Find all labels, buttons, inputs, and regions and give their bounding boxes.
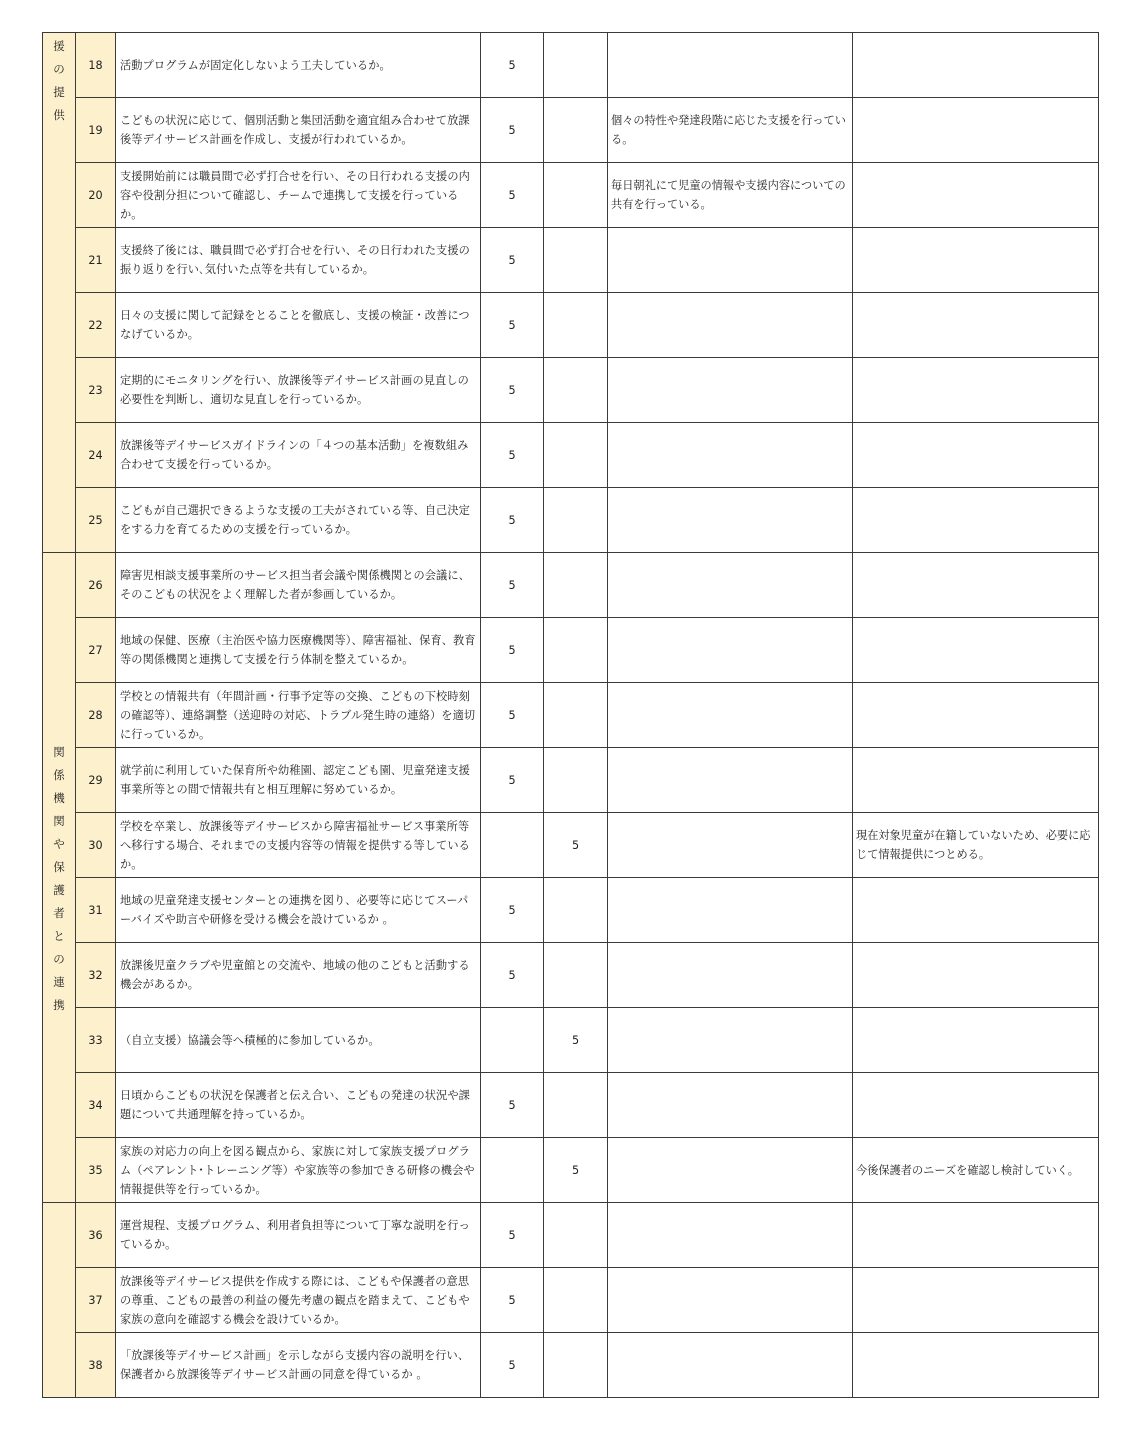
table-row <box>43 98 1099 163</box>
item-number: 37 <box>76 1268 116 1333</box>
answer-yes: 5 <box>481 683 544 748</box>
answer-yes: 5 <box>481 553 544 618</box>
answer-yes: 5 <box>481 98 544 163</box>
table-row <box>43 813 1099 878</box>
answer-yes: 5 <box>481 943 544 1008</box>
answer-yes: 5 <box>481 488 544 553</box>
question-text: 地域の保健、医療（主治医や協力医療機関等）、障害福祉、保育、教育等の関係機関と連携して支援を行う体制を整えているか。 <box>116 618 481 683</box>
remarks-text <box>853 1203 1099 1268</box>
question-text: （自立支援）協議会等へ積極的に参加しているか。 <box>116 1008 481 1073</box>
improvement-text <box>608 553 853 618</box>
remarks-text <box>853 293 1099 358</box>
remarks-text <box>853 163 1099 228</box>
answer-no <box>544 358 608 423</box>
item-number: 33 <box>76 1008 116 1073</box>
question-text: 活動プログラムが固定化しないよう工夫しているか。 <box>116 33 481 98</box>
question-text: 放課後児童クラブや児童館との交流や、地域の他のこどもと活動する機会があるか。 <box>116 943 481 1008</box>
question-text: 日頃からこどもの状況を保護者と伝え合い、こどもの発達の状況や課題について共通理解を持っているか。 <box>116 1073 481 1138</box>
category-label: 関係機関や保護者との連携 <box>53 744 65 1012</box>
answer-no <box>544 553 608 618</box>
answer-no <box>544 683 608 748</box>
answer-no <box>544 33 608 98</box>
remarks-text <box>853 488 1099 553</box>
category-cell-support <box>43 33 76 553</box>
answer-no <box>544 488 608 553</box>
improvement-text <box>608 358 853 423</box>
answer-no <box>544 618 608 683</box>
improvement-text <box>608 748 853 813</box>
table-row <box>43 1203 1099 1268</box>
remarks-text <box>853 1073 1099 1138</box>
category-cell-liaison <box>43 553 76 1203</box>
answer-yes: 5 <box>481 163 544 228</box>
answer-yes: 5 <box>481 618 544 683</box>
item-number: 38 <box>76 1333 116 1398</box>
improvement-text <box>608 1008 853 1073</box>
improvement-text <box>608 878 853 943</box>
remarks-text <box>853 358 1099 423</box>
improvement-text <box>608 1138 853 1203</box>
table-row <box>43 943 1099 1008</box>
question-text: 放課後等デイサービスガイドラインの「４つの基本活動」を複数組み合わせて支援を行っているか。 <box>116 423 481 488</box>
answer-yes: 5 <box>481 228 544 293</box>
table-row <box>43 1333 1099 1398</box>
answer-yes: 5 <box>481 878 544 943</box>
answer-yes: 5 <box>481 293 544 358</box>
remarks-text <box>853 33 1099 98</box>
table-row <box>43 1008 1099 1073</box>
item-number: 20 <box>76 163 116 228</box>
answer-yes <box>481 813 544 878</box>
item-number: 28 <box>76 683 116 748</box>
remarks-text <box>853 683 1099 748</box>
answer-yes: 5 <box>481 748 544 813</box>
remarks-text <box>853 98 1099 163</box>
improvement-text: 個々の特性や発達段階に応じた支援を行っている。 <box>608 98 853 163</box>
improvement-text <box>608 813 853 878</box>
table-row <box>43 358 1099 423</box>
remarks-text: 今後保護者のニーズを確認し検討していく。 <box>853 1138 1099 1203</box>
answer-yes <box>481 1008 544 1073</box>
question-text: 障害児相談支援事業所のサービス担当者会議や関係機関との会議に、そのこどもの状況をよく理解した者が参画しているか。 <box>116 553 481 618</box>
answer-no: 5 <box>544 813 608 878</box>
improvement-text <box>608 1073 853 1138</box>
answer-no <box>544 423 608 488</box>
category-cell-explanation <box>43 1203 76 1398</box>
question-text: 支援終了後には、職員間で必ず打合せを行い、その日行われた支援の振り返りを行い､気付いた点等を共有しているか。 <box>116 228 481 293</box>
answer-yes <box>481 1138 544 1203</box>
answer-yes: 5 <box>481 1073 544 1138</box>
answer-yes: 5 <box>481 358 544 423</box>
table-row <box>43 1073 1099 1138</box>
answer-yes: 5 <box>481 33 544 98</box>
answer-no <box>544 1333 608 1398</box>
table-row <box>43 683 1099 748</box>
question-text: こどもが自己選択できるような支援の工夫がされている等、自己決定をする力を育てるための支援を行っているか。 <box>116 488 481 553</box>
improvement-text <box>608 1333 853 1398</box>
answer-yes: 5 <box>481 1268 544 1333</box>
item-number: 22 <box>76 293 116 358</box>
table-row <box>43 163 1099 228</box>
remarks-text <box>853 618 1099 683</box>
evaluation-table <box>42 32 1099 1398</box>
item-number: 36 <box>76 1203 116 1268</box>
item-number: 31 <box>76 878 116 943</box>
table-row <box>43 33 1099 98</box>
item-number: 32 <box>76 943 116 1008</box>
answer-no <box>544 293 608 358</box>
remarks-text <box>853 228 1099 293</box>
item-number: 19 <box>76 98 116 163</box>
improvement-text <box>608 1203 853 1268</box>
category-label <box>52 1214 66 1216</box>
remarks-text <box>853 943 1099 1008</box>
table-row <box>43 618 1099 683</box>
improvement-text <box>608 943 853 1008</box>
table-row <box>43 1268 1099 1333</box>
question-text: 地域の児童発達支援センターとの連携を図り、必要等に応じてスーパーバイズや助言や研修を受ける機会を設けているか 。 <box>116 878 481 943</box>
answer-no <box>544 1268 608 1333</box>
answer-no <box>544 1073 608 1138</box>
table-row <box>43 1138 1099 1203</box>
question-text: 日々の支援に関して記録をとることを徹底し、支援の検証・改善につなげているか。 <box>116 293 481 358</box>
answer-yes: 5 <box>481 1203 544 1268</box>
remarks-text: 現在対象児童が在籍していないため、必要に応じて情報提供につとめる。 <box>853 813 1099 878</box>
table-row <box>43 748 1099 813</box>
remarks-text <box>853 423 1099 488</box>
question-text: 放課後等デイサービス提供を作成する際には、こどもや保護者の意思の尊重、こどもの最善の利益の優先考慮の観点を踏まえて、こどもや家族の意向を確認する機会を設けているか。 <box>116 1268 481 1333</box>
answer-no <box>544 748 608 813</box>
improvement-text <box>608 488 853 553</box>
answer-no: 5 <box>544 1008 608 1073</box>
item-number: 27 <box>76 618 116 683</box>
question-text: 支援開始前には職員間で必ず打合せを行い、その日行われる支援の内容や役割分担について確認し、チームで連携して支援を行っているか。 <box>116 163 481 228</box>
item-number: 18 <box>76 33 116 98</box>
question-text: 学校との情報共有（年間計画・行事予定等の交換、こどもの下校時刻の確認等）、連絡調整（送迎時の対応、トラブル発生時の連絡）を適切に行っているか。 <box>116 683 481 748</box>
item-number: 21 <box>76 228 116 293</box>
question-text: こどもの状況に応じて、個別活動と集団活動を適宜組み合わせて放課後等デイサービス計画を作成し、支援が行われているか。 <box>116 98 481 163</box>
improvement-text <box>608 1268 853 1333</box>
answer-no: 5 <box>544 1138 608 1203</box>
answer-no <box>544 878 608 943</box>
answer-yes: 5 <box>481 423 544 488</box>
improvement-text <box>608 293 853 358</box>
table-row <box>43 423 1099 488</box>
question-text: 「放課後等デイサービス計画」を示しながら支援内容の説明を行い、保護者から放課後等デイサービス計画の同意を得ているか 。 <box>116 1333 481 1398</box>
remarks-text <box>853 1333 1099 1398</box>
question-text: 家族の対応力の向上を図る観点から、家族に対して家族支援プログラム（ペアレント･トレーニング等）や家族等の参加できる研修の機会や情報提供等を行っているか。 <box>116 1138 481 1203</box>
table-row <box>43 488 1099 553</box>
answer-no <box>544 163 608 228</box>
question-text: 運営規程、支援プログラム、利用者負担等について丁寧な説明を行っているか。 <box>116 1203 481 1268</box>
improvement-text <box>608 423 853 488</box>
improvement-text <box>608 618 853 683</box>
item-number: 24 <box>76 423 116 488</box>
item-number: 26 <box>76 553 116 618</box>
improvement-text: 毎日朝礼にて児童の情報や支援内容についての共有を行っている。 <box>608 163 853 228</box>
item-number: 30 <box>76 813 116 878</box>
improvement-text <box>608 228 853 293</box>
improvement-text <box>608 683 853 748</box>
answer-yes: 5 <box>481 1333 544 1398</box>
table-row <box>43 228 1099 293</box>
table-row <box>43 553 1099 618</box>
item-number: 23 <box>76 358 116 423</box>
remarks-text <box>853 1008 1099 1073</box>
question-text: 就学前に利用していた保育所や幼稚園、認定こども園、児童発達支援事業所等との間で情報共有と相互理解に努めているか。 <box>116 748 481 813</box>
question-text: 定期的にモニタリングを行い、放課後等デイサービス計画の見直しの必要性を判断し、適切な見直しを行っているか。 <box>116 358 481 423</box>
remarks-text <box>853 553 1099 618</box>
answer-no <box>544 98 608 163</box>
remarks-text <box>853 1268 1099 1333</box>
answer-no <box>544 1203 608 1268</box>
improvement-text <box>608 33 853 98</box>
item-number: 29 <box>76 748 116 813</box>
remarks-text <box>853 878 1099 943</box>
answer-no <box>544 943 608 1008</box>
item-number: 25 <box>76 488 116 553</box>
remarks-text <box>853 748 1099 813</box>
category-label: 援の提供 <box>53 39 65 122</box>
answer-no <box>544 228 608 293</box>
item-number: 35 <box>76 1138 116 1203</box>
question-text: 学校を卒業し、放課後等デイサービスから障害福祉サービス事業所等へ移行する場合、それまでの支援内容等の情報を提供する等しているか。 <box>116 813 481 878</box>
table-row <box>43 878 1099 943</box>
item-number: 34 <box>76 1073 116 1138</box>
table-row <box>43 293 1099 358</box>
